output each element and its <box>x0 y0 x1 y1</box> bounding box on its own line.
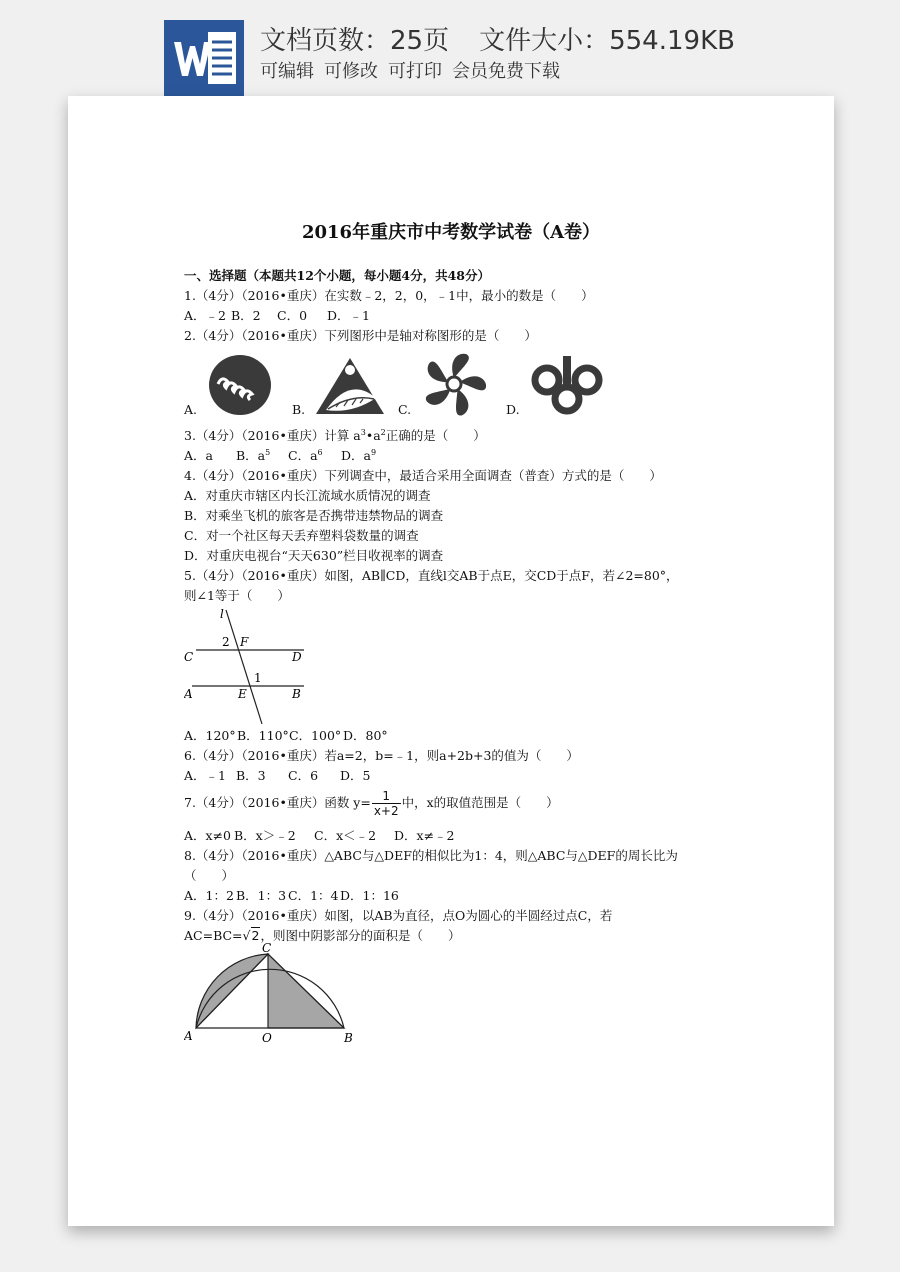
option-b: B．x＞﹣2 <box>234 828 296 843</box>
option-d-label: D. <box>506 402 520 417</box>
parallel-lines-figure <box>184 606 314 724</box>
download-banner <box>0 0 900 100</box>
option-c: C．100° <box>289 728 342 743</box>
q3-option-a-base: A．a <box>184 448 213 463</box>
three-rings-figure <box>530 354 606 418</box>
option-d: D．﹣1 <box>327 308 370 323</box>
fraction <box>372 789 401 818</box>
feature-editable: 可编辑 <box>260 61 314 82</box>
question-8-stem-cont: （ ） <box>184 868 235 883</box>
question-5-stem-cont: 则∠1等于（ ） <box>184 588 290 603</box>
question-6-options <box>184 768 370 784</box>
option-b: B．3 <box>236 768 266 783</box>
question-4-option-c: C．对一个社区每天丢弃塑料袋数量的调查 <box>184 528 419 543</box>
question-4-option-a: A．对重庆市辖区内长江流域水质情况的调查 <box>184 488 431 503</box>
option-d: D．x≠﹣2 <box>394 828 455 843</box>
option-b-label: B. <box>292 402 306 417</box>
option-d: D．1：16 <box>340 888 399 903</box>
file-info <box>260 20 735 57</box>
option-a <box>184 448 236 464</box>
question-4-option-d: D．对重庆电视台“天天630”栏目收视率的调查 <box>184 548 444 563</box>
option-d <box>341 448 376 464</box>
label-B: B <box>344 1031 353 1045</box>
question-9-stem: 9.（4分）（2016•重庆）如图，以AB为直径，点O为圆心的半圆经过点C，若 <box>184 908 613 923</box>
q9-stem-a: AC=BC= <box>184 928 243 943</box>
page-title: 2016年重庆市中考数学试卷（A卷） <box>301 222 601 243</box>
option-b: B．110° <box>237 728 289 743</box>
option-c-label: C. <box>398 402 412 417</box>
word-document-icon <box>164 20 244 96</box>
fraction-denominator: x+2 <box>373 804 399 818</box>
q9-stem-b: ，则图中阴影部分的面积是（ ） <box>260 928 461 943</box>
feature-modifiable: 可修改 <box>324 61 378 82</box>
question-1-options <box>184 308 370 324</box>
option-d: D．80° <box>343 728 388 743</box>
document-page <box>68 96 834 1226</box>
feature-printable: 可打印 <box>388 61 442 82</box>
q3-option-b-base: B．a <box>236 448 266 463</box>
fraction-numerator: 1 <box>372 789 401 804</box>
question-3-stem <box>184 428 486 444</box>
wave-circle-figure <box>208 354 272 416</box>
option-b: B．1：3 <box>236 888 287 903</box>
label-F: F <box>240 635 249 649</box>
question-8-options <box>184 888 399 904</box>
square-root: √2 <box>242 928 260 943</box>
q7-stem-b: 中，x的取值范围是（ ） <box>401 795 559 810</box>
option-c <box>288 448 341 464</box>
option-a: A．1：2 <box>184 888 234 903</box>
section-heading: 一、选择题（本题共12个小题，每小题4分，共48分） <box>184 268 490 283</box>
option-a: A．﹣1 <box>184 768 226 783</box>
label-angle-2: 2 <box>222 635 230 649</box>
pinwheel-figure <box>422 352 486 416</box>
feature-list <box>260 57 560 83</box>
label-A: A <box>184 687 193 701</box>
question-4-option-b: B．对乘坐飞机的旅客是否携带违禁物品的调查 <box>184 508 444 523</box>
q3-option-b-exp: 5 <box>265 448 271 457</box>
label-A: A <box>184 1029 193 1043</box>
triangle-leaf-figure <box>314 356 386 416</box>
label-E: E <box>238 687 247 701</box>
label-B: B <box>292 687 301 701</box>
option-a: A．x≠0 <box>184 828 232 843</box>
question-1-stem: 1.（4分）（2016•重庆）在实数﹣2，2，0，﹣1中，最小的数是（ ） <box>184 288 594 303</box>
q3-stem-a: 3.（4分）（2016•重庆）计算 a <box>184 428 361 443</box>
option-a-label: A. <box>184 402 198 417</box>
question-3-options <box>184 448 376 464</box>
option-a: A．﹣2 <box>184 308 226 323</box>
option-c: C．0 <box>277 308 308 323</box>
q3-option-c-exp: 6 <box>317 448 323 457</box>
q3-exponent-1: 3 <box>360 428 366 437</box>
option-a: A．120° <box>184 728 236 743</box>
label-angle-1: 1 <box>254 671 262 685</box>
q3-exponent-2: 2 <box>380 428 386 437</box>
question-7-stem <box>184 788 559 818</box>
question-7-options <box>184 828 455 844</box>
q3-option-d-base: D．a <box>341 448 371 463</box>
option-b <box>236 448 288 464</box>
q3-stem-mid: •a <box>365 428 381 443</box>
file-size: 文件大小：554.19KB <box>479 26 735 56</box>
question-5-stem: 5.（4分）（2016•重庆）如图，AB∥CD，直线l交AB于点E，交CD于点F，若∠2=80°， <box>184 568 679 583</box>
q7-stem-a: 7.（4分）（2016•重庆）函数 y= <box>184 795 371 810</box>
label-l: l <box>220 607 224 621</box>
q3-option-d-exp: 9 <box>370 448 377 457</box>
q3-stem-b: 正确的是（ ） <box>385 428 486 443</box>
option-c: C．x＜﹣2 <box>314 828 377 843</box>
option-c: C．1：4 <box>288 888 339 903</box>
question-6-stem: 6.（4分）（2016•重庆）若a=2，b=﹣1，则a+2b+3的值为（ ） <box>184 748 579 763</box>
label-D: D <box>292 650 302 664</box>
question-2-stem: 2.（4分）（2016•重庆）下列图形中是轴对称图形的是（ ） <box>184 328 537 343</box>
label-C: C <box>184 650 194 664</box>
question-5-options <box>184 728 388 744</box>
option-b: B．2 <box>231 308 261 323</box>
q3-option-c-base: C．a <box>288 448 318 463</box>
option-d: D．5 <box>340 768 371 783</box>
label-C: C <box>262 942 272 955</box>
semicircle-figure <box>184 942 364 1052</box>
page-count: 文档页数：25页 <box>260 26 450 56</box>
label-O: O <box>262 1031 272 1045</box>
radicand: 2 <box>251 928 260 943</box>
question-8-stem: 8.（4分）（2016•重庆）△ABC与△DEF的相似比为1：4，则△ABC与△DEF的周长比为 <box>184 848 678 863</box>
question-4-stem: 4.（4分）（2016•重庆）下列调查中，最适合采用全面调查（普查）方式的是（ ） <box>184 468 662 483</box>
feature-member-download: 会员免费下载 <box>452 61 560 82</box>
option-c: C．6 <box>288 768 319 783</box>
